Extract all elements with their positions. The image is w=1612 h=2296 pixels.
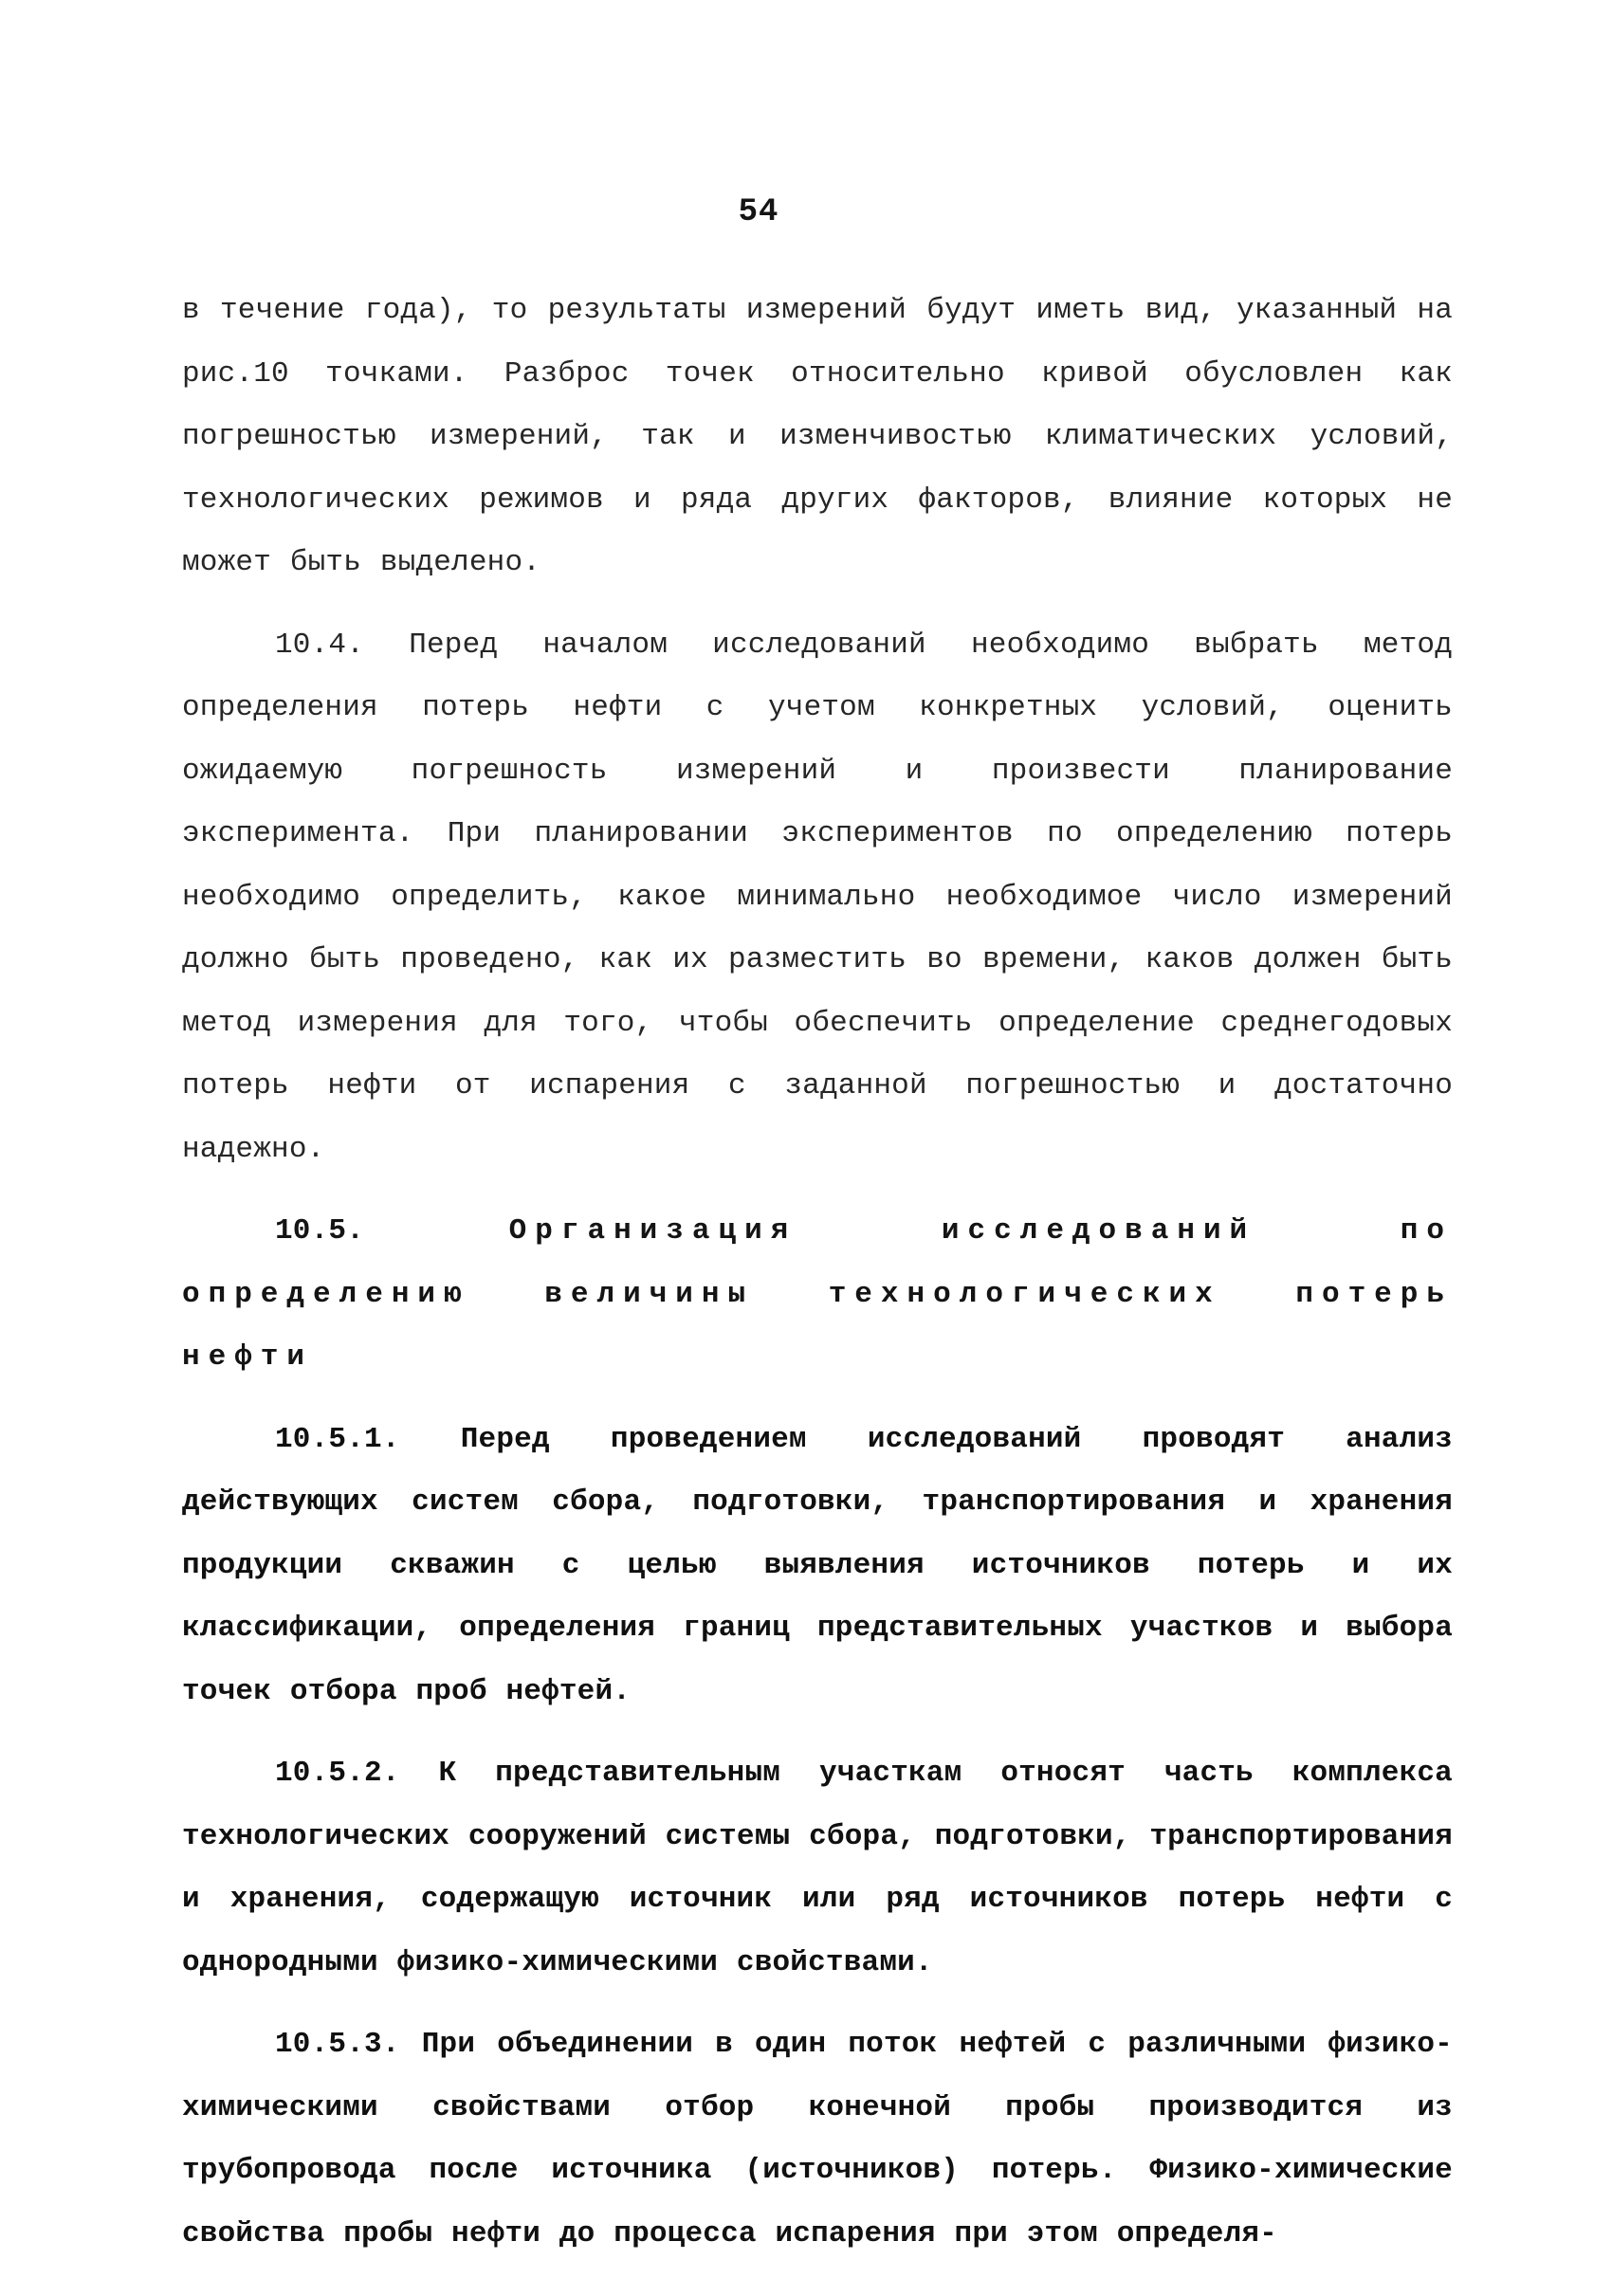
paragraph-text: Перед началом исследований необходимо выбрать метод определения потерь нефти с учетом конкретных условий, оценить ожидаемую погрешность измерений и произвести планирование эксперимента. При планировании экспериментов по определению потерь необходимо определить, какое минимально необходимое число измерений должно быть проведено, как их разместить во времени, каков должен быть метод измерения для того, чтобы обеспечить определение среднегодовых потерь нефти от испарения с заданной погрешностью и достаточно надежно.	[182, 628, 1453, 1166]
paragraph-text: Перед проведением исследований проводят анализ действующих систем сбора, подготовки, транспортирования и хранения продукции скважин с целью выявления источников потерь и их классификации, определения границ представительных участков и выбора точек отбора проб нефтей.	[182, 1422, 1453, 1708]
paragraph-10-5-2	[182, 1742, 1453, 1995]
paragraph-text: К представительным участкам относят часть комплекса технологических сооружений системы сбора, подготовки, транспортирования и хранения, содержащую источник или ряд источников потерь нефти с однородными физико-химическими свойствами.	[182, 1757, 1454, 1979]
section-heading-10-5	[182, 1200, 1453, 1390]
paragraph-number: 10.5.2.	[275, 1757, 400, 1790]
paragraph-10-5-1	[182, 1409, 1453, 1724]
paragraph-number: 10.4.	[275, 628, 365, 662]
section-number: 10.5.	[275, 1214, 365, 1248]
paragraph-number: 10.5.1.	[275, 1422, 400, 1456]
paragraph-text: в течение года), то результаты измерений будут иметь вид, указанный на рис.10 точками. Разброс точек относительно кривой обусловлен как погрешностью измерений, так и изменчивостью климатических условий, технологических режимов и ряда других факторов, влияние которых не может быть выделено.	[182, 294, 1453, 579]
section-title: Организация исследований по определению величины технологических потерь нефти	[182, 1214, 1453, 1374]
paragraph-continuation	[182, 280, 1453, 595]
paragraph-10-5-3	[182, 2014, 1453, 2266]
page-number: 54	[738, 194, 779, 230]
body-text	[182, 280, 1453, 2285]
paragraph-number: 10.5.3.	[275, 2028, 400, 2061]
paragraph-10-4	[182, 614, 1453, 1182]
paragraph-text: При объединении в один поток нефтей с различными физико-химическими свойствами отбор конечной пробы производится из трубопровода после источника (источников) потерь. Физико-химические свойства пробы нефти до процесса испарения при этом определя-	[182, 2028, 1453, 2250]
